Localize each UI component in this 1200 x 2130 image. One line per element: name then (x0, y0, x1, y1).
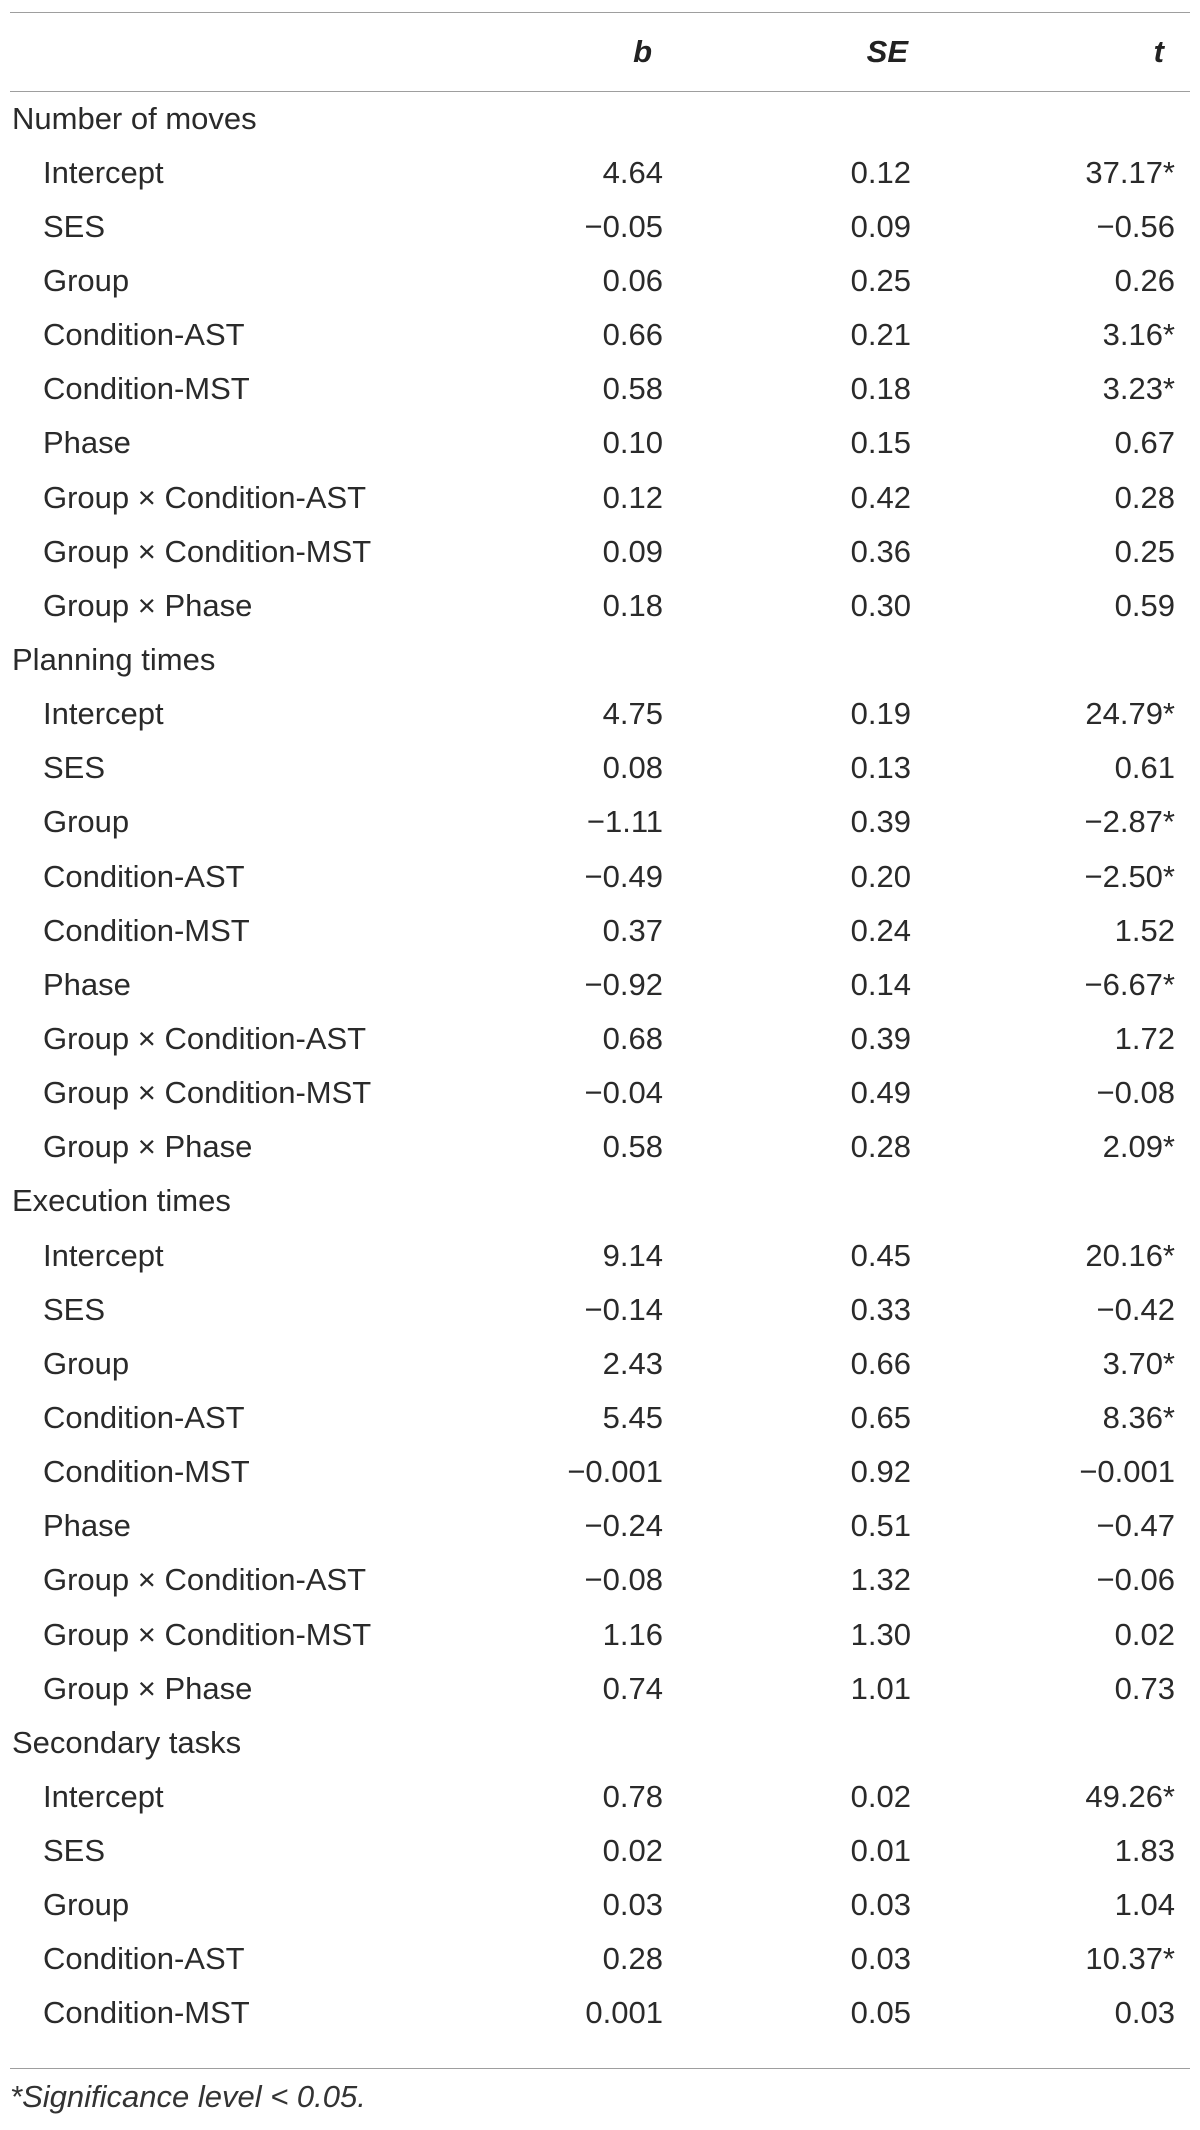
cell-se: 0.03 (850, 1887, 911, 1923)
row-label: Intercept (43, 154, 164, 190)
section-title: Execution times (12, 1183, 231, 1219)
table-row (10, 254, 1190, 308)
table-row (10, 1445, 1190, 1499)
cell-t: 0.61 (1114, 750, 1175, 786)
cell-b: 0.68 (602, 1020, 663, 1056)
regression-table (10, 12, 1190, 2041)
cell-t: −0.47 (1096, 1508, 1175, 1544)
cell-se: 1.32 (850, 1562, 911, 1598)
cell-b: 0.78 (602, 1778, 663, 1814)
cell-se: 1.01 (850, 1670, 911, 1706)
row-label: Condition-AST (43, 1399, 245, 1435)
cell-t: −2.50* (1084, 858, 1175, 894)
row-label: Group (43, 804, 130, 840)
cell-t: −0.08 (1096, 1075, 1175, 1111)
footnote: *Significance level < 0.05. (10, 2079, 366, 2114)
cell-se: 0.28 (850, 1129, 911, 1165)
cell-se: 0.21 (850, 317, 911, 353)
cell-b: −0.24 (584, 1508, 663, 1544)
row-label: Group × Phase (43, 1670, 253, 1706)
cell-t: 0.67 (1114, 425, 1175, 461)
cell-b: 0.02 (602, 1833, 663, 1869)
cell-t: −6.67* (1084, 966, 1175, 1002)
cell-se: 1.30 (850, 1616, 911, 1652)
cell-se: 0.51 (850, 1508, 911, 1544)
cell-b: 0.28 (602, 1941, 663, 1977)
table-row (10, 1986, 1190, 2040)
cell-se: 0.24 (850, 912, 911, 948)
cell-t: −0.56 (1096, 208, 1175, 244)
cell-t: 3.23* (1102, 371, 1175, 407)
row-label: SES (43, 208, 106, 244)
table-row (10, 1878, 1190, 1932)
table-row (10, 849, 1190, 903)
cell-b: 0.18 (602, 587, 663, 623)
cell-se: 0.39 (850, 1020, 911, 1056)
cell-b: −0.49 (584, 858, 663, 894)
cell-t: 10.37* (1085, 1941, 1175, 1977)
cell-b: 0.12 (602, 479, 663, 515)
header-se: SE (866, 34, 908, 69)
cell-t: −0.001 (1079, 1454, 1175, 1490)
cell-t: 1.72 (1114, 1020, 1175, 1056)
table-row (10, 1391, 1190, 1445)
cell-b: −0.14 (584, 1291, 663, 1327)
cell-t: 3.70* (1102, 1345, 1175, 1381)
cell-b: 1.16 (602, 1616, 663, 1652)
table-row (10, 904, 1190, 958)
row-label: Condition-AST (43, 317, 245, 353)
row-label: Phase (43, 1508, 131, 1544)
cell-t: 3.16* (1102, 317, 1175, 353)
row-label: Group (43, 262, 130, 298)
cell-se: 0.12 (850, 154, 911, 190)
cell-b: 4.75 (602, 696, 663, 732)
cell-b: 0.03 (602, 1887, 663, 1923)
cell-se: 0.33 (850, 1291, 911, 1327)
cell-se: 0.92 (850, 1454, 911, 1490)
cell-t: −0.42 (1096, 1291, 1175, 1327)
cell-t: 0.59 (1114, 587, 1175, 623)
row-label: Phase (43, 966, 131, 1002)
table-row (10, 1770, 1190, 1824)
row-label: Intercept (43, 1778, 164, 1814)
cell-t: 0.03 (1114, 1995, 1175, 2031)
section-row (10, 1174, 1190, 1228)
table-row (10, 416, 1190, 470)
cell-se: 0.66 (850, 1345, 911, 1381)
row-label: SES (43, 1833, 106, 1869)
cell-t: −2.87* (1084, 804, 1175, 840)
cell-b: 0.58 (602, 371, 663, 407)
table-row (10, 362, 1190, 416)
cell-b: 0.74 (602, 1670, 663, 1706)
table-row (10, 470, 1190, 524)
cell-b: 0.09 (602, 533, 663, 569)
table-row (10, 1283, 1190, 1337)
header-t: t (1153, 34, 1164, 69)
cell-b: 0.66 (602, 317, 663, 353)
row-label: Condition-AST (43, 858, 245, 894)
cell-b: −1.11 (586, 804, 663, 840)
cell-t: 1.52 (1114, 912, 1175, 948)
header-label (10, 13, 460, 92)
cell-t: 2.09* (1102, 1129, 1175, 1165)
cell-b: −0.05 (584, 208, 663, 244)
row-label: SES (43, 750, 106, 786)
cell-b: 0.001 (585, 1995, 663, 2031)
cell-t: 49.26* (1085, 1778, 1175, 1814)
cell-se: 0.05 (850, 1995, 911, 2031)
cell-se: 0.39 (850, 804, 911, 840)
cell-se: 0.45 (850, 1237, 911, 1273)
cell-b: −0.001 (567, 1454, 663, 1490)
cell-b: −0.92 (584, 966, 663, 1002)
cell-t: 24.79* (1085, 696, 1175, 732)
cell-se: 0.30 (850, 587, 911, 623)
table-row (10, 795, 1190, 849)
section-title: Number of moves (12, 100, 257, 136)
section-title: Secondary tasks (12, 1724, 242, 1760)
cell-b: 0.06 (602, 262, 663, 298)
cell-se: 0.14 (850, 966, 911, 1002)
row-label: Group × Condition-AST (43, 1020, 367, 1056)
row-label: Group (43, 1887, 130, 1923)
cell-se: 0.36 (850, 533, 911, 569)
row-label: Condition-MST (43, 1454, 250, 1490)
cell-se: 0.03 (850, 1941, 911, 1977)
table-row (10, 958, 1190, 1012)
row-label: Group × Condition-MST (43, 1616, 372, 1652)
row-label: Phase (43, 425, 131, 461)
table-row (10, 1337, 1190, 1391)
table-row (10, 146, 1190, 200)
cell-b: −0.08 (584, 1562, 663, 1598)
cell-t: 0.02 (1114, 1616, 1175, 1652)
header-row (10, 13, 1190, 92)
table-row (10, 1228, 1190, 1282)
table-row (10, 579, 1190, 633)
cell-se: 0.42 (850, 479, 911, 515)
table-row (10, 525, 1190, 579)
row-label: Group × Phase (43, 1129, 253, 1165)
cell-b: −0.04 (584, 1075, 663, 1111)
table-row (10, 1607, 1190, 1661)
row-label: Condition-MST (43, 371, 250, 407)
table-row (10, 1499, 1190, 1553)
section-row (10, 1716, 1190, 1770)
table-body (10, 92, 1190, 2041)
cell-se: 0.20 (850, 858, 911, 894)
cell-b: 0.58 (602, 1129, 663, 1165)
table-row (10, 200, 1190, 254)
row-label: Group (43, 1345, 130, 1381)
table-row (10, 1120, 1190, 1174)
cell-se: 0.65 (850, 1399, 911, 1435)
cell-t: 20.16* (1085, 1237, 1175, 1273)
cell-se: 0.02 (850, 1778, 911, 1814)
cell-b: 0.10 (602, 425, 663, 461)
cell-se: 0.13 (850, 750, 911, 786)
table-row (10, 1824, 1190, 1878)
cell-t: 0.28 (1114, 479, 1175, 515)
row-label: Condition-AST (43, 1941, 245, 1977)
section-row (10, 92, 1190, 146)
row-label: Group × Condition-AST (43, 1562, 367, 1598)
table-row (10, 1012, 1190, 1066)
cell-b: 0.37 (602, 912, 663, 948)
table-row (10, 1662, 1190, 1716)
cell-t: 0.73 (1114, 1670, 1175, 1706)
table-row (10, 687, 1190, 741)
section-title: Planning times (12, 641, 216, 677)
header-b: b (633, 34, 652, 69)
row-label: Group × Condition-MST (43, 533, 372, 569)
table-row (10, 1553, 1190, 1607)
table-bottom-rule (10, 2068, 1190, 2069)
cell-b: 5.45 (602, 1399, 663, 1435)
cell-b: 9.14 (602, 1237, 663, 1273)
cell-se: 0.01 (850, 1833, 911, 1869)
table-header (10, 13, 1190, 92)
cell-se: 0.25 (850, 262, 911, 298)
row-label: Intercept (43, 696, 164, 732)
cell-t: −0.06 (1096, 1562, 1175, 1598)
table-row (10, 308, 1190, 362)
row-label: SES (43, 1291, 106, 1327)
row-label: Group × Condition-AST (43, 479, 367, 515)
cell-se: 0.19 (850, 696, 911, 732)
cell-se: 0.49 (850, 1075, 911, 1111)
cell-t: 0.26 (1114, 262, 1175, 298)
cell-b: 4.64 (602, 154, 663, 190)
row-label: Condition-MST (43, 1995, 250, 2031)
row-label: Condition-MST (43, 912, 250, 948)
row-label: Group × Phase (43, 587, 253, 623)
table-row (10, 1932, 1190, 1986)
cell-t: 1.04 (1114, 1887, 1175, 1923)
cell-se: 0.09 (850, 208, 911, 244)
row-label: Intercept (43, 1237, 164, 1273)
cell-t: 0.25 (1114, 533, 1175, 569)
cell-b: 2.43 (602, 1345, 663, 1381)
table-row (10, 741, 1190, 795)
cell-se: 0.18 (850, 371, 911, 407)
row-label: Group × Condition-MST (43, 1075, 372, 1111)
cell-se: 0.15 (850, 425, 911, 461)
section-row (10, 633, 1190, 687)
cell-t: 37.17* (1085, 154, 1175, 190)
cell-b: 0.08 (602, 750, 663, 786)
table-row (10, 1066, 1190, 1120)
cell-t: 1.83 (1114, 1833, 1175, 1869)
cell-t: 8.36* (1102, 1399, 1175, 1435)
